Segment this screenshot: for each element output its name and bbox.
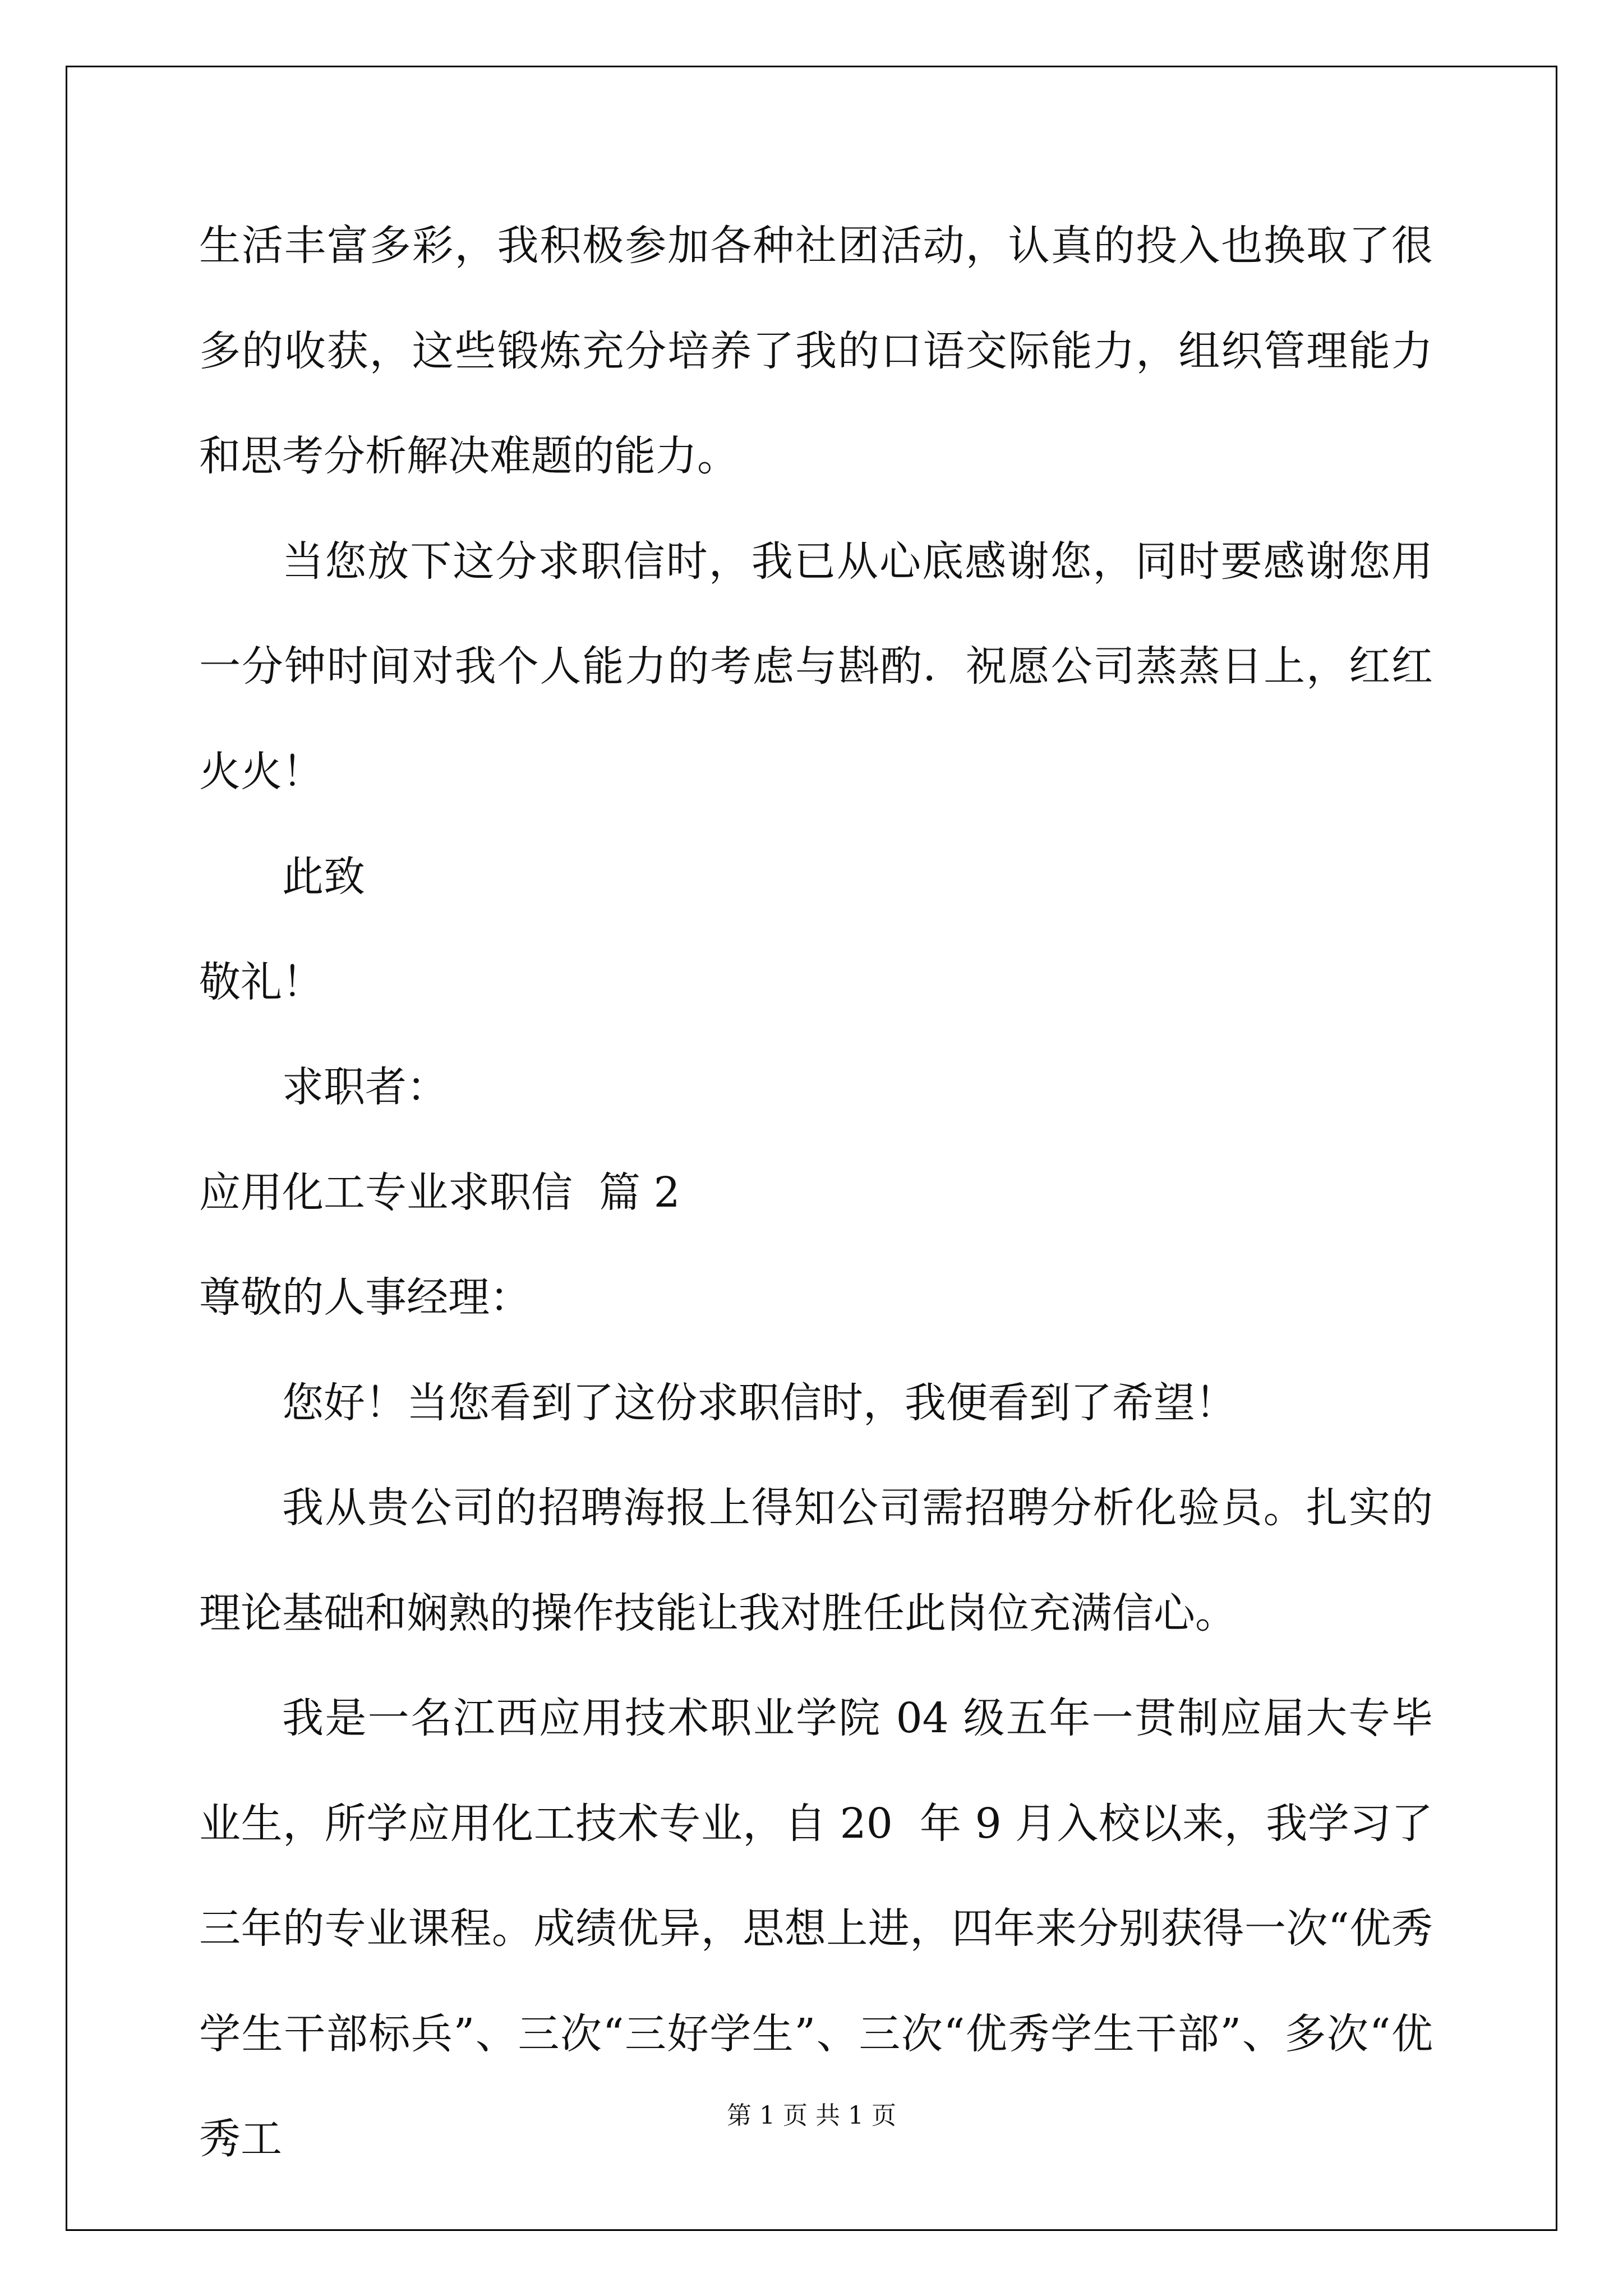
paragraph-opening: 您好！当您看到了这份求职信时，我便看到了希望！	[282, 1378, 1237, 1427]
paragraph-background: 我是一名江西应用技术职业学院 04 级五年一贯制应届大专毕业生，所学应用化工技术专业，自 20 年 9 月入校以来，我学习了三年的专业课程。成绩优异，思想上进，四年来分别获得一次“优秀学生干部标兵”、三次“三好学生”、三次“优秀学生干部”、多次“优秀工	[199, 1694, 1433, 2163]
applicant-signature-label: 求职者：	[282, 1063, 448, 1111]
greeting: 尊敬的人事经理：	[199, 1273, 531, 1322]
paragraph-2: 当您放下这分求职信时，我已从心底感谢您，同时要感谢您用一分钟时间对我个人能力的考虑与斟酌．祝愿公司蒸蒸日上，红红火火！	[199, 537, 1433, 796]
salutation-closing: 此致	[282, 853, 365, 901]
paragraph-position: 我从贵公司的招聘海报上得知公司需招聘分析化验员。扎实的理论基础和娴熟的操作技能让我对胜任此岗位充满信心。	[199, 1484, 1433, 1637]
salutation-respect: 敬礼！	[199, 958, 324, 1006]
page-footer: 第 1 页 共 1 页	[727, 2101, 896, 2130]
section-heading: 应用化工专业求职信 篇 2	[199, 1168, 680, 1217]
paragraph-1: 生活丰富多彩，我积极参加各种社团活动，认真的投入也换取了很多的收获，这些锻炼充分培养了我的口语交际能力，组织管理能力和思考分析解决难题的能力。	[199, 222, 1433, 480]
document-body	[199, 194, 1433, 2192]
